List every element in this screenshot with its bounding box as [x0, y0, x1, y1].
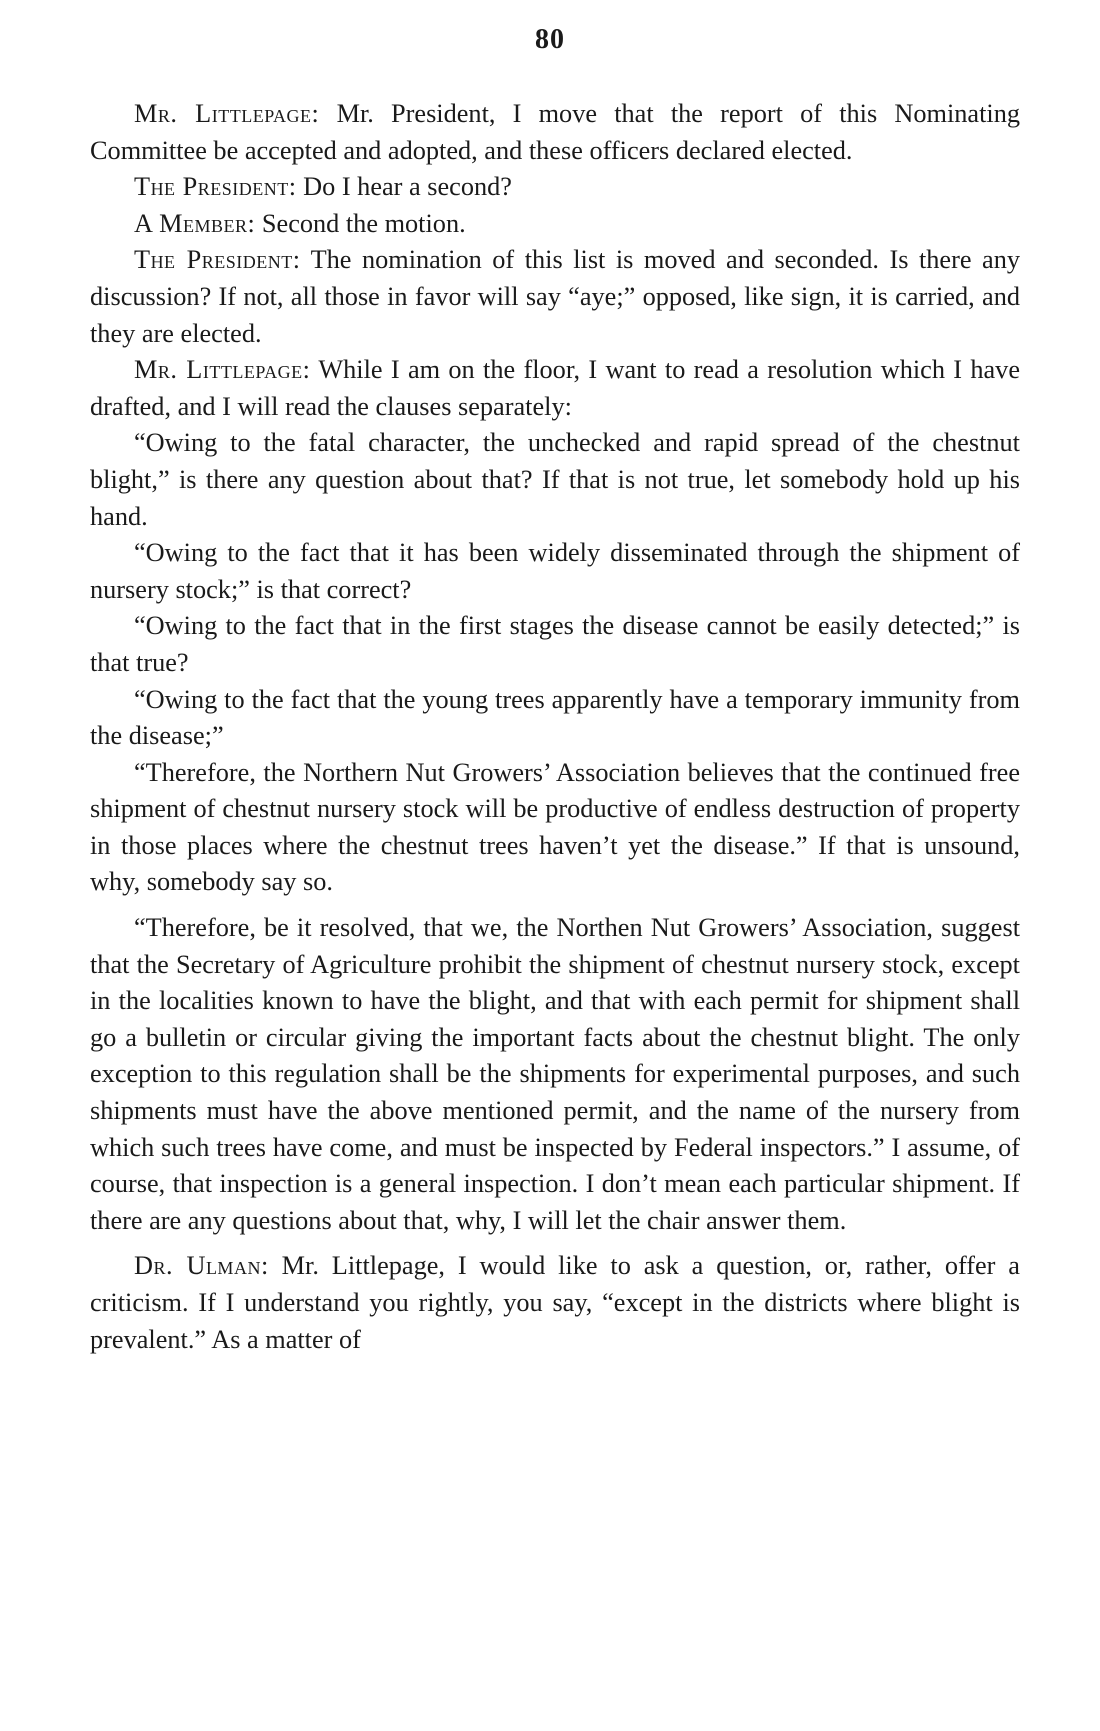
- page-number: 80: [535, 24, 565, 55]
- paragraph-clause-resolved: [90, 910, 1020, 1239]
- paragraph-text: “Owing to the fact that in the first stages the disease cannot be easily detected;” is that true?: [90, 611, 1020, 677]
- paragraph-clause-fatal-character: [90, 425, 1020, 535]
- paragraph-text: Second the motion.: [261, 208, 466, 238]
- paragraph-text: “Owing to the fact that it has been widely disseminated through the shipment of nursery stock;” is that correct?: [90, 538, 1020, 604]
- speaker-label: A Member:: [134, 208, 256, 238]
- paragraph-text: Do I hear a second?: [303, 172, 512, 202]
- paragraph-clause-therefore-believes: [90, 755, 1020, 901]
- paragraph-election: [90, 242, 1020, 352]
- paragraph-text: “Owing to the fatal character, the unchecked and rapid spread of the chestnut blight,” is there any question about that? If that is not true, let somebody hold up his hand.: [90, 428, 1020, 531]
- paragraph-text: While I am on the floor, I want to read a resolution which I have drafted, and I will read the clauses separately:: [90, 355, 1021, 421]
- paragraph-text: “Therefore, be it resolved, that we, the Northen Nut Growers’ Association, suggest that the Secretary of Agriculture prohibit the shipment of chestnut nursery stock, except in the localities known to have the blight, and that with each permit for shipment shall go a bulletin or circular giving the important facts about the chestnut blight. The only exception to this regulation shall be the shipments for experimental purposes, and such shipments must have the above mentioned permit, and the name of the nursery from which such trees have come, and must be inspected by Federal inspectors.” I assume, of course, that inspection is a general inspection. I don’t mean each particular shipment. If there are any questions about that, why, I will let the chair answer them.: [90, 913, 1020, 1235]
- speaker-label: Dr. Ulman:: [134, 1251, 269, 1281]
- paragraph-text: “Owing to the fact that the young trees apparently have a temporary immunity from the disease;”: [90, 684, 1020, 751]
- paragraph-call-for-second: [90, 169, 1020, 206]
- paragraph-ulman-criticism: [90, 1248, 1020, 1358]
- speaker-label: Mr. Littlepage:: [134, 99, 320, 128]
- paragraph-text: Mr. President, I move that the report of this Nominating Committee be accepted and adopted, and these officers declared elected.: [90, 99, 1021, 165]
- paragraph-clause-detection: [90, 608, 1020, 681]
- paragraph-text: Mr. Littlepage, I would like to ask a question, or, rather, offer a criticism. If I understand you rightly, you say, “except in the districts where blight is prevalent.” As a matter of: [90, 1251, 1020, 1354]
- speaker-label: Mr. Littlepage:: [134, 355, 311, 385]
- paragraph-resolution-intro: [90, 352, 1020, 425]
- paragraph-text: The nomination of this list is moved and seconded. Is there any discussion? If not, all those in favor will say “aye;” opposed, like sign, it is carried, and they are elected.: [90, 245, 1020, 348]
- speaker-label: The President:: [134, 172, 297, 202]
- paragraph-text: “Therefore, the Northern Nut Growers’ Association believes that the continued free shipment of chestnut nursery stock will be productive of endless destruction of property in those places where the chestnut trees haven’t yet the disease.” If that is unsound, why, somebody say so.: [90, 757, 1020, 897]
- speaker-label: The President:: [134, 245, 301, 275]
- paragraph-second: [90, 206, 1020, 243]
- transcript-body: [90, 96, 1020, 1358]
- paragraph-clause-immunity: [90, 682, 1020, 755]
- paragraph-clause-dissemination: [90, 535, 1020, 608]
- paragraph-motion-to-adopt: [90, 96, 1020, 169]
